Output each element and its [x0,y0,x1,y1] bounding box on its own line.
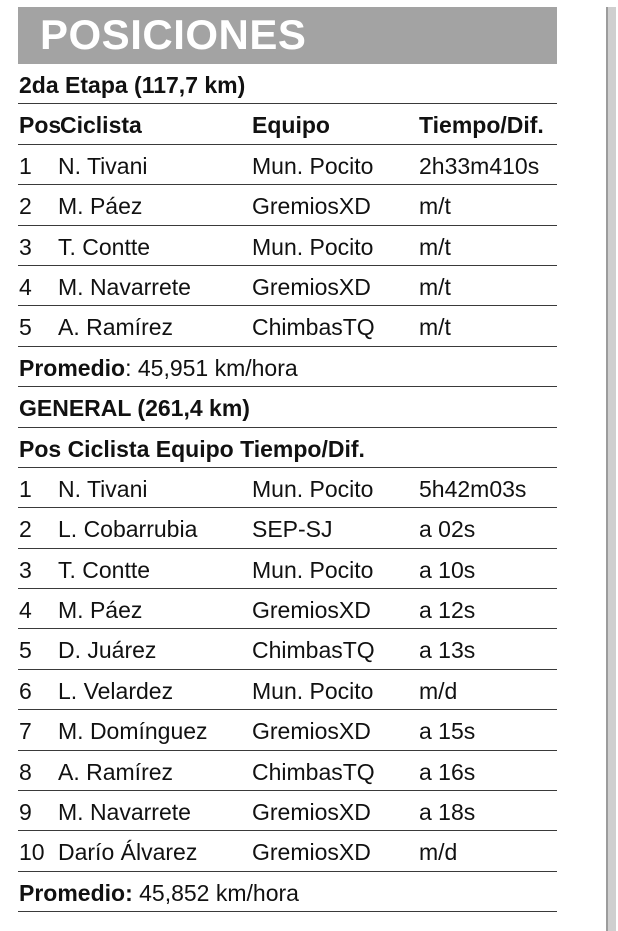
row-pos: 3 [19,556,32,583]
row-team: GremiosXD [252,597,371,624]
col-header-time: Tiempo/Dif. [419,112,544,139]
table-row [18,831,557,871]
row-rider: A. Ramírez [58,314,174,341]
standings-table [18,64,557,912]
row-time: m/d [419,839,458,866]
row-team: GremiosXD [252,273,371,300]
row-pos: 10 [19,839,45,866]
row-time: 2h33m410s [419,152,540,179]
row-time: m/t [419,273,451,300]
row-team: ChimbasTQ [252,758,375,785]
table-row [18,145,557,185]
general-average [19,881,299,905]
row-time: m/d [419,677,458,704]
row-pos: 6 [19,677,32,704]
row-team: GremiosXD [252,839,371,866]
table-row [18,508,557,548]
general-section-title [18,387,557,427]
general-average-row [18,872,557,912]
average-value: : 45,951 km/hora [125,354,298,381]
row-team: ChimbasTQ [252,637,375,664]
table-row [18,670,557,710]
row-rider: M. Navarrete [58,799,191,826]
row-team: Mun. Pocito [252,475,374,502]
row-rider: M. Páez [58,193,143,220]
row-pos: 3 [19,233,32,260]
stage-section-title [18,64,557,104]
table-row [18,185,557,225]
row-team: ChimbasTQ [252,314,375,341]
row-time: a 15s [419,718,476,745]
row-rider: N. Tivani [58,152,148,179]
table-row [18,266,557,306]
table-row [18,629,557,669]
row-team: Mun. Pocito [252,233,374,260]
table-row [18,549,557,589]
row-team: Mun. Pocito [252,677,374,704]
col-header-rider: Ciclista [60,112,142,139]
row-rider: M. Páez [58,597,143,624]
row-time: a 13s [419,637,476,664]
row-rider: L. Cobarrubia [58,516,198,543]
table-row [18,468,557,508]
page-title: POSICIONES [40,11,307,58]
title-banner [18,7,557,64]
row-pos: 2 [19,516,32,543]
row-time: a 10s [419,556,476,583]
row-pos: 8 [19,758,32,785]
row-rider: N. Tivani [58,475,148,502]
row-pos: 5 [19,314,32,341]
row-time: m/t [419,193,451,220]
row-pos: 1 [19,152,32,179]
stage-title: 2da Etapa (117,7 km) [19,72,246,98]
general-header: Pos Ciclista Equipo Tiempo/Dif. [19,435,365,462]
stage-header-row [18,104,557,144]
row-time: m/t [419,314,451,341]
row-pos: 9 [19,799,32,826]
row-pos: 2 [19,193,32,220]
general-title: GENERAL (261,4 km) [19,395,250,422]
row-time: a 16s [419,758,476,785]
row-rider: A. Ramírez [58,758,174,785]
row-team: SEP-SJ [252,516,333,543]
stage-average [19,356,298,380]
row-rider: M. Domínguez [58,718,208,745]
row-rider: D. Juárez [58,637,157,664]
col-header-team: Equipo [252,112,330,139]
row-team: GremiosXD [252,718,371,745]
row-time: m/t [419,233,451,260]
row-team: Mun. Pocito [252,556,374,583]
row-time: 5h42m03s [419,475,527,502]
table-row [18,791,557,831]
col-header-pos: Pos [19,112,62,139]
row-pos: 5 [19,637,32,664]
stage-rows [18,145,557,347]
row-pos: 4 [19,273,32,300]
row-pos: 1 [19,475,32,502]
row-team: GremiosXD [252,799,371,826]
row-rider: M. Navarrete [58,273,191,300]
row-rider: T. Contte [58,233,151,260]
row-time: a 12s [419,597,476,624]
column-divider [606,7,616,931]
stage-average-row [18,347,557,387]
general-rows [18,468,557,872]
row-team: GremiosXD [252,193,371,220]
average-label: Promedio [19,354,126,381]
row-team: Mun. Pocito [252,152,374,179]
general-header-row [18,428,557,468]
row-time: a 02s [419,516,476,543]
row-rider: T. Contte [58,556,151,583]
average-value: 45,852 km/hora [132,879,299,906]
average-label: Promedio: [19,879,133,906]
table-row [18,589,557,629]
row-rider: L. Velardez [58,677,174,704]
row-pos: 4 [19,597,32,624]
row-rider: Darío Álvarez [58,839,198,866]
table-row [18,751,557,791]
table-row [18,710,557,750]
table-row [18,226,557,266]
row-time: a 18s [419,799,476,826]
table-row [18,306,557,346]
row-pos: 7 [19,718,32,745]
